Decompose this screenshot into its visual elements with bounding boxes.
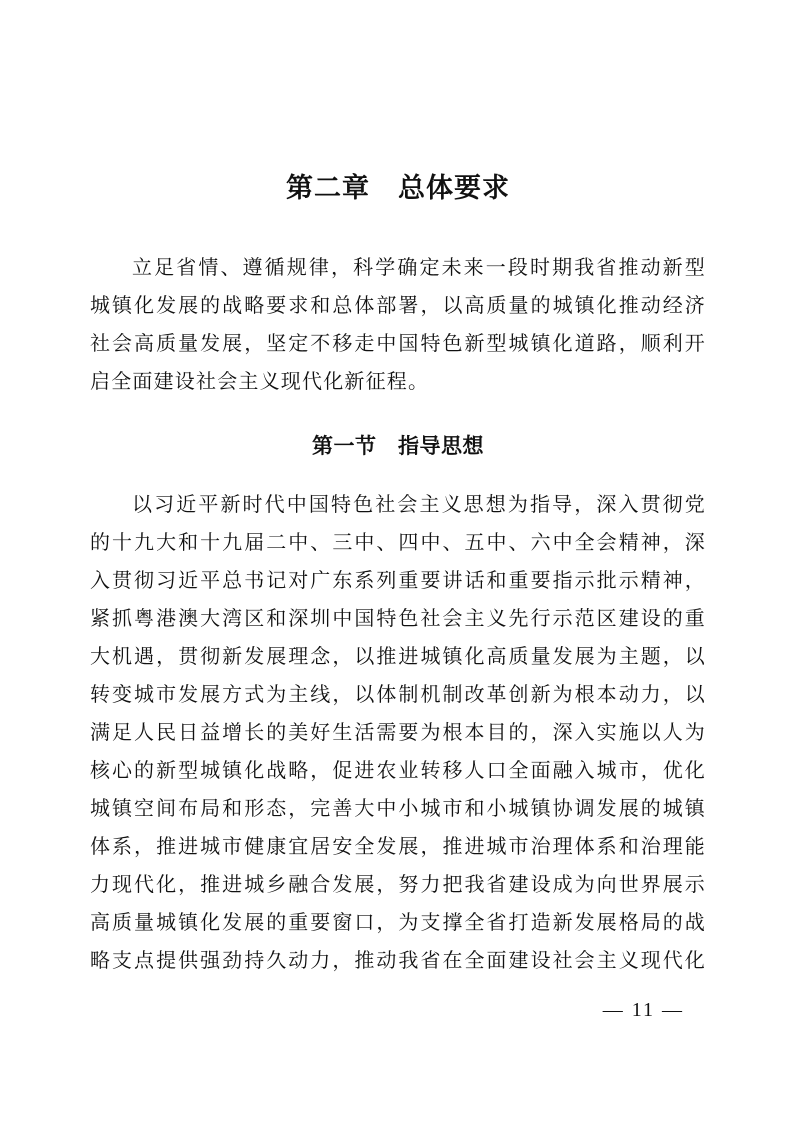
paragraph-line: 立足省情、遵循规律，科学确定未来一段时期我省推动新型 xyxy=(132,257,706,279)
paragraph-line: 满足人民日益增长的美好生活需要为根本目的，深入实施以人为 xyxy=(90,722,706,744)
paragraph-line: 以习近平新时代中国特色社会主义思想为指导，深入贯彻党 xyxy=(132,494,706,516)
chapter-title: 第二章 总体要求 xyxy=(286,173,510,203)
paragraph-line: 城镇化发展的战略要求和总体部署，以高质量的城镇化推动经济 xyxy=(90,295,706,317)
paragraph-line: 入贯彻习近平总书记对广东系列重要讲话和重要指示批示精神， xyxy=(90,570,706,592)
paragraph-line: 力现代化，推进城乡融合发展，努力把我省建设成为向世界展示 xyxy=(90,874,706,896)
paragraph-line: 城镇空间布局和形态，完善大中小城市和小城镇协调发展的城镇 xyxy=(90,798,706,820)
intro-paragraph xyxy=(90,249,706,401)
paragraph-line: 略支点提供强劲持久动力，推动我省在全面建设社会主义现代化 xyxy=(90,950,706,972)
paragraph-line: 高质量城镇化发展的重要窗口，为支撑全省打造新发展格局的战 xyxy=(90,912,706,934)
paragraph-line: 大机遇，贯彻新发展理念，以推进城镇化高质量发展为主题，以 xyxy=(90,646,706,668)
paragraph-line: 体系，推进城市健康宜居安全发展，推进城市治理体系和治理能 xyxy=(90,836,706,858)
page-number: — 11 — xyxy=(602,999,684,1021)
paragraph-line: 启全面建设社会主义现代化新征程。 xyxy=(90,371,430,393)
paragraph-line: 的十九大和十九届二中、三中、四中、五中、六中全会精神，深 xyxy=(90,532,706,554)
paragraph-line: 核心的新型城镇化战略，促进农业转移人口全面融入城市，优化 xyxy=(90,760,706,782)
paragraph-line: 紧抓粤港澳大湾区和深圳中国特色社会主义先行示范区建设的重 xyxy=(90,608,706,630)
paragraph-line: 转变城市发展方式为主线，以体制机制改革创新为根本动力，以 xyxy=(90,684,706,706)
paragraph-line: 社会高质量发展，坚定不移走中国特色新型城镇化道路，顺利开 xyxy=(90,333,706,355)
section-title: 第一节 指导思想 xyxy=(312,435,484,458)
guiding-ideology-paragraph xyxy=(90,486,706,980)
